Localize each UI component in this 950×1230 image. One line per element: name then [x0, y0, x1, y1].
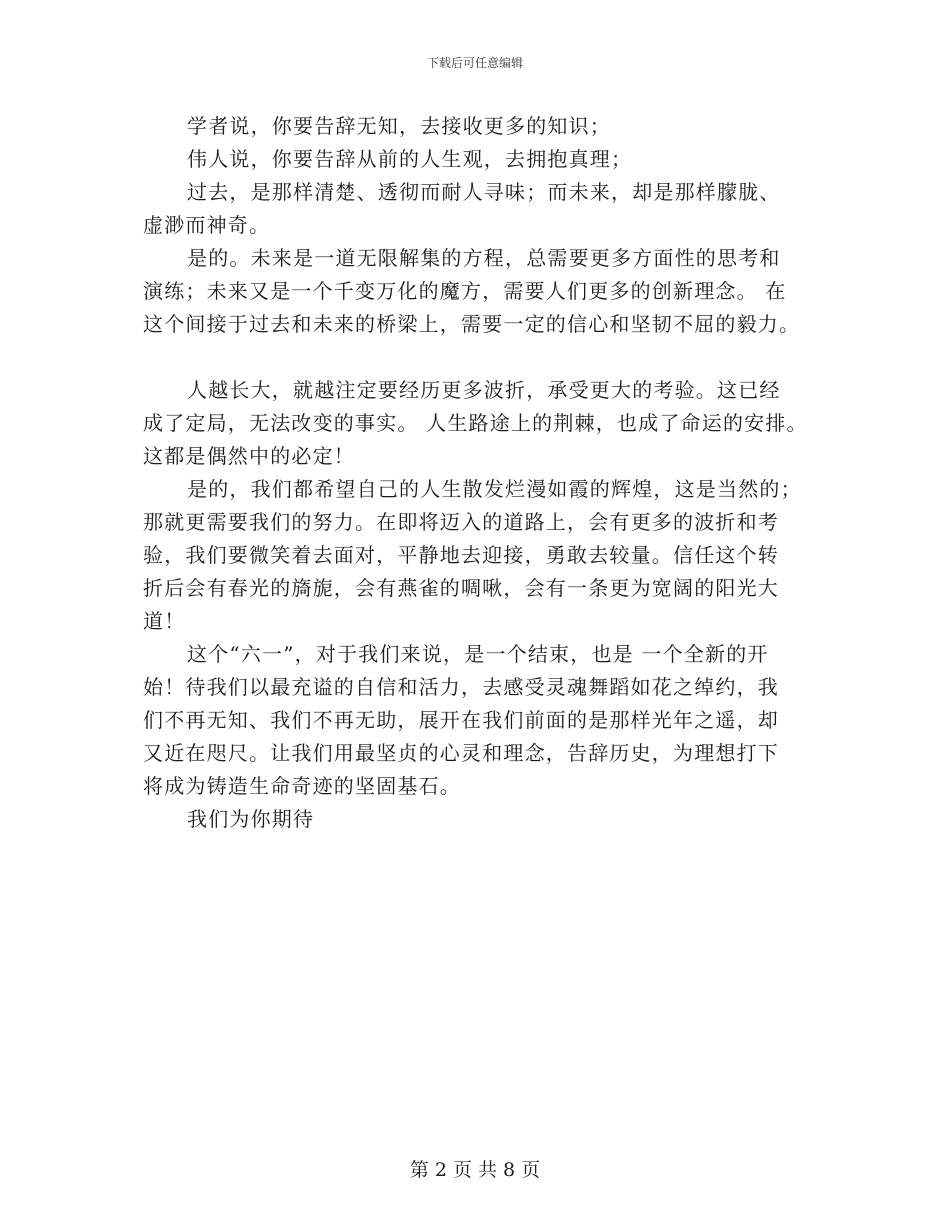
paragraph-line: 成了定局，无法改变的事实。 人生路途上的荆棘，也成了命运的安排。 [143, 411, 808, 435]
paragraph-line: 将成为铸造生命奇迹的坚固基石。 [143, 774, 461, 798]
document-body [143, 110, 808, 836]
page-header: 下载后可任意编辑 [426, 56, 523, 70]
paragraph-line: 过去，是那样清楚、透彻而耐人寻味；而未来，却是那样朦胧、 [187, 180, 781, 204]
paragraph-line: 验，我们要微笑着去面对，平静地去迎接，勇敢去较量。信任这个转 [143, 543, 779, 567]
paragraph-line: 那就更需要我们的努力。在即将迈入的道路上，会有更多的波折和考 [143, 510, 779, 534]
paragraph-line: 折后会有春光的旖旎，会有燕雀的啁啾，会有一条更为宽阔的阳光大 [143, 576, 779, 600]
page-number-footer: 第 2 页 共 8 页 [409, 1159, 541, 1181]
paragraph-line: 演练；未来又是一个千变万化的魔方，需要人们更多的创新理念。 在 [143, 279, 787, 303]
paragraph-line: 我们为你期待 [187, 807, 315, 831]
paragraph-line: 道！ [143, 609, 186, 633]
paragraph-line: 们不再无知、我们不再无助，展开在我们前面的是那样光年之遥，却 [143, 708, 779, 732]
paragraph-line: 是的，我们都希望自己的人生散发烂漫如霞的辉煌，这是当然的； [187, 477, 802, 501]
paragraph-line: 是的。未来是一道无限解集的方程，总需要更多方面性的思考和 [187, 246, 781, 270]
paragraph-line: 人越长大，就越注定要经历更多波折，承受更大的考验。这已经 [187, 378, 781, 402]
paragraph-line: 又近在咫尺。让我们用最坚贞的心灵和理念，告辞历史，为理想打下 [143, 741, 779, 765]
paragraph-line: 虚渺而神奇。 [143, 213, 271, 237]
paragraph-spacer [143, 341, 808, 374]
paragraph-line: 这都是偶然中的必定！ [143, 444, 355, 468]
paragraph-line: 这个“六一”，对于我们来说，是一个结束，也是 一个全新的开 [187, 642, 769, 666]
paragraph-line: 始！待我们以最充谥的自信和活力，去感受灵魂舞蹈如花之绰约，我 [143, 675, 779, 699]
paragraph-line: 这个间接于过去和未来的桥梁上，需要一定的信心和坚韧不屈的毅力。 [143, 312, 801, 336]
paragraph-line: 伟人说，你要告辞从前的人生观，去拥抱真理； [187, 147, 633, 171]
paragraph-line: 学者说，你要告辞无知，去接收更多的知识； [187, 114, 611, 138]
